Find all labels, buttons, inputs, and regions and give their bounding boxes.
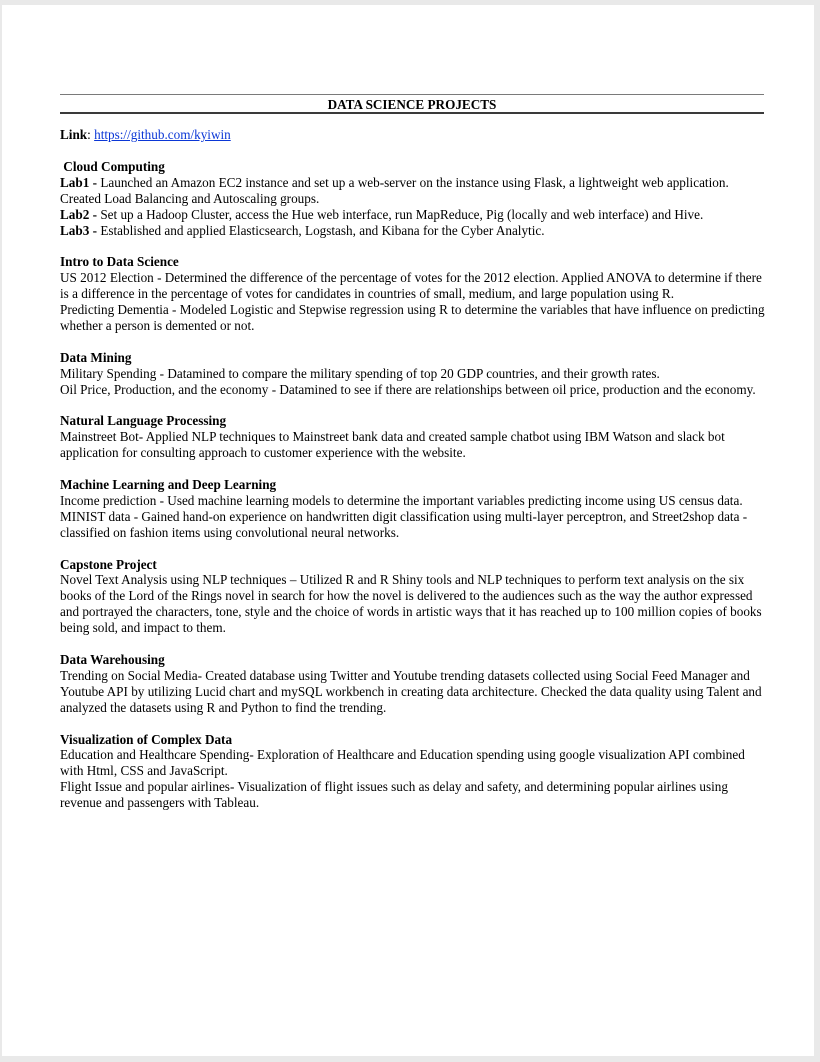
project-entry — [60, 493, 766, 509]
project-section — [60, 477, 766, 541]
project-entry — [60, 366, 766, 382]
entry-text: Mainstreet Bot- Applied NLP techniques to Mainstreet bank data and created sample chatbot using IBM Watson and slack bot application for consulting approach to customer experience with the website. — [60, 429, 725, 461]
entry-text: Set up a Hadoop Cluster, access the Hue web interface, run MapReduce, Pig (locally and web interface) and Hive. — [97, 206, 704, 222]
entry-text: Flight Issue and popular airlines- Visualization of flight issues such as delay and safety, and determining popular airlines using revenue and passengers with Tableau. — [60, 779, 728, 811]
section-heading: Intro to Data Science — [60, 254, 179, 270]
section-heading: Natural Language Processing — [60, 413, 227, 429]
entry-text: Trending on Social Media- Created database using Twitter and Youtube trending datasets collected using Social Feed Manager and Youtube API by utilizing Lucid chart and mySQL workbench in creating data architecture. Checked the data quality using Talent and analyzed the datasets using R and Python to find the trending. — [60, 667, 762, 715]
project-entry — [60, 779, 766, 811]
document-page — [2, 5, 814, 1056]
project-entry — [60, 382, 766, 398]
entry-text: Military Spending - Datamined to compare the military spending of top 20 GDP countries, and their growth rates. — [60, 365, 660, 381]
project-section — [60, 652, 766, 716]
project-section — [60, 732, 766, 812]
project-sections — [60, 159, 766, 827]
entry-label: Lab3 - — [60, 222, 98, 238]
entry-text: Income prediction - Used machine learning models to determine the important variables predicting income using US census data. — [60, 492, 743, 508]
project-section — [60, 557, 766, 637]
title-bottom-rule — [60, 112, 764, 114]
project-entry — [60, 509, 766, 541]
project-entry — [60, 572, 766, 636]
project-section — [60, 159, 766, 239]
project-entry — [60, 747, 766, 779]
project-entry — [60, 270, 766, 302]
github-link[interactable]: https://github.com/kyiwin — [94, 127, 231, 142]
entry-text: Established and applied Elasticsearch, Logstash, and Kibana for the Cyber Analytic. — [97, 222, 545, 238]
project-entry — [60, 668, 766, 716]
section-heading: Visualization of Complex Data — [60, 731, 233, 747]
link-line — [60, 127, 231, 143]
entry-label: Lab2 - — [60, 206, 98, 222]
section-heading: Capstone Project — [60, 556, 157, 572]
entry-text: Predicting Dementia - Modeled Logistic and Stepwise regression using R to determine the variables that have influence on predicting whether a person is demented or not. — [60, 302, 765, 334]
entry-text: Education and Healthcare Spending- Exploration of Healthcare and Education spending using google visualization API combined with Html, CSS and JavaScript. — [60, 747, 745, 779]
link-label: Link — [60, 127, 88, 142]
project-section — [60, 254, 766, 334]
project-entry — [60, 207, 766, 223]
project-entry — [60, 175, 766, 207]
page-title: DATA SCIENCE PROJECTS — [327, 97, 497, 112]
entry-label: Lab1 - — [60, 174, 98, 190]
project-section — [60, 413, 766, 461]
section-heading: Data Warehousing — [60, 652, 165, 667]
section-heading: Data Mining — [60, 349, 132, 365]
entry-text: Launched an Amazon EC2 instance and set up a web-server on the instance using Flask, a lightweight web application. Created Load Balancing and Autoscaling groups. — [60, 174, 729, 206]
link-separator: : — [87, 127, 95, 142]
entry-text: Oil Price, Production, and the economy - Datamined to see if there are relationships between oil price, production and the economy. — [60, 381, 756, 397]
project-entry — [60, 302, 766, 334]
section-heading: Machine Learning and Deep Learning — [60, 477, 277, 493]
project-entry — [60, 223, 766, 239]
section-heading: Cloud Computing — [60, 159, 165, 174]
title-top-rule — [60, 94, 764, 95]
project-entry — [60, 429, 766, 461]
entry-text: US 2012 Election - Determined the difference of the percentage of votes for the 2012 election. Applied ANOVA to determine if there is a difference in the percentage of votes for candidates in countries of small, medium, and large population using R. — [60, 270, 762, 302]
project-section — [60, 350, 766, 398]
entry-text: MINIST data - Gained hand-on experience on handwritten digit classification using multi-layer perceptron, and Street2shop data - classified on fashion items using convolutional neural networks. — [60, 508, 748, 540]
entry-text: Novel Text Analysis using NLP techniques – Utilized R and R Shiny tools and NLP techniques to perform text analysis on the six books of the Lord of the Rings novel in search for how the novel is delivered to the audiences such as the way the author expressed and portrayed the characters, tone, style and the choice of words in artistic ways that it has reached up to 100 million copies of books being sold, and impact to them. — [60, 572, 762, 636]
